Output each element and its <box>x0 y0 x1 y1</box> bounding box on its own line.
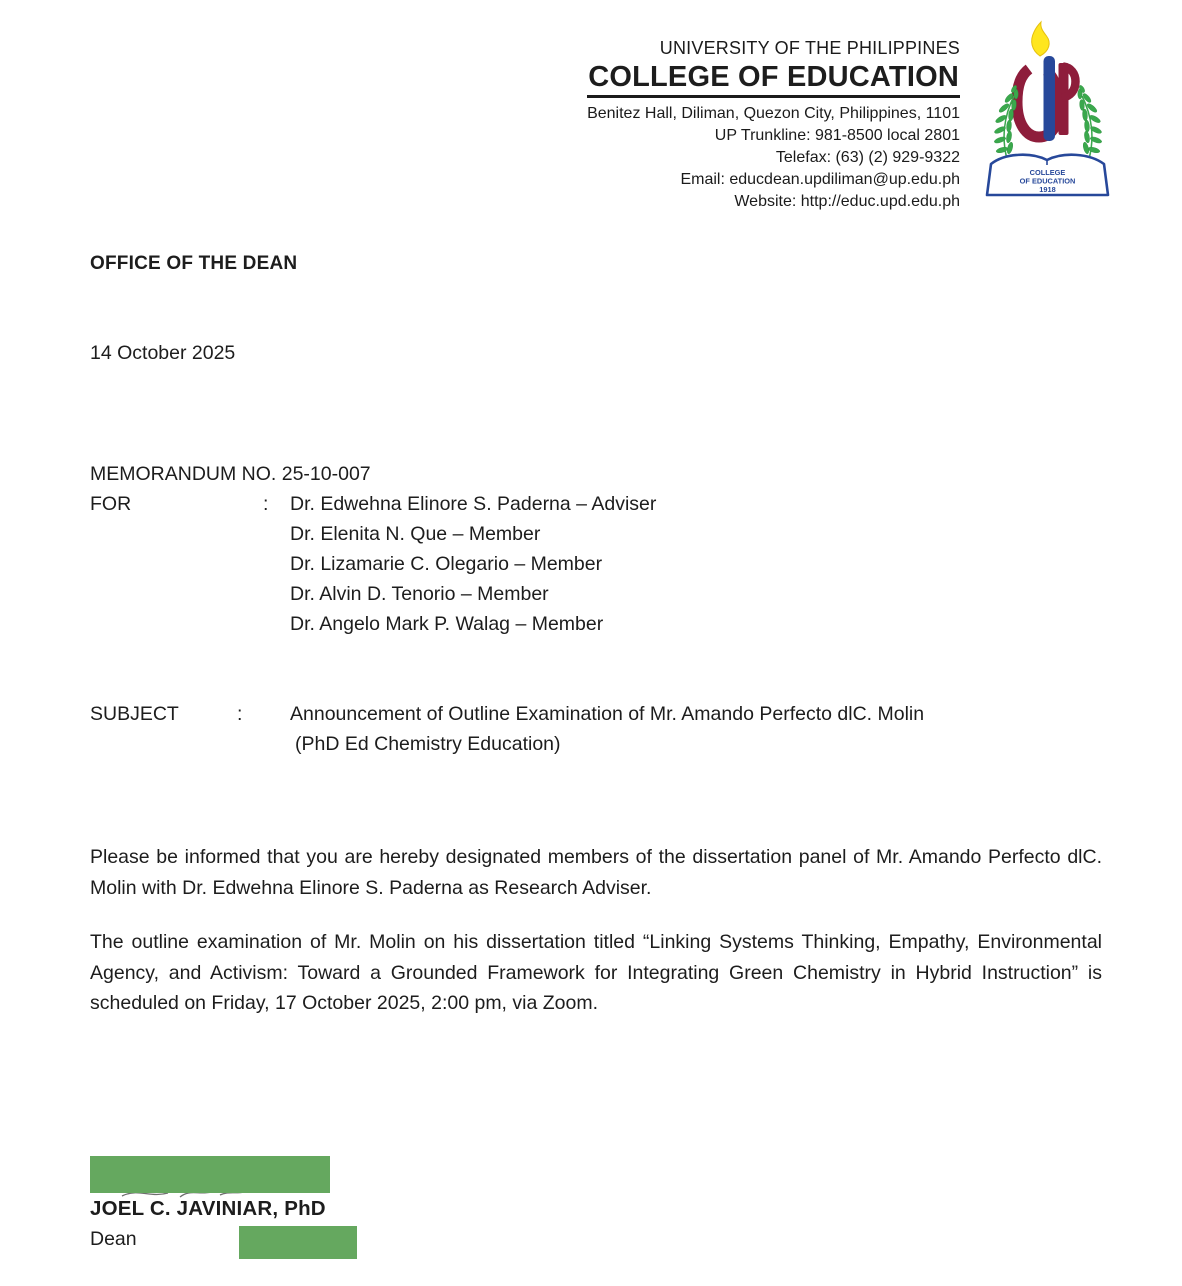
signatory-name: JOEL C. JAVINIAR, PhD <box>90 1197 326 1220</box>
office-title: OFFICE OF THE DEAN <box>90 253 298 274</box>
college-name: COLLEGE OF EDUCATION <box>587 61 960 98</box>
memo-number: MEMORANDUM NO. 25-10-007 <box>90 463 371 485</box>
subject-block <box>90 699 1102 759</box>
date-line: 14 October 2025 <box>90 342 236 364</box>
address-line: Benitez Hall, Diliman, Quezon City, Philippines, 1101 <box>587 105 960 122</box>
for-row <box>90 489 1102 519</box>
book-text-line2: OF EDUCATION <box>1019 176 1076 186</box>
email-line: Email: educdean.updiliman@up.edu.ph <box>680 171 960 188</box>
university-name: UNIVERSITY OF THE PHILIPPINES <box>659 38 960 58</box>
subject-label: SUBJECT <box>90 703 179 725</box>
for-label: FOR <box>90 493 132 515</box>
body-paragraph-2: The outline examination of Mr. Molin on his dissertation titled “Linking Systems Thinking, Empathy, Environmental Agency, and Activism: Toward a Grounded Framework for Integrating Green Chemistry in Hybrid Instruction” is scheduled on Friday, 17 October 2025, 2:00 pm, via Zoom. <box>90 931 1102 1014</box>
college-seal-logo <box>983 18 1113 200</box>
website-line: Website: http://educ.upd.edu.ph <box>734 193 960 210</box>
subject-line-1: Announcement of Outline Examination of Mr. Amando Perfecto dlC. Molin <box>290 703 925 725</box>
recipient-line: Dr. Lizamarie C. Olegario – Member <box>290 553 603 575</box>
letterhead-contact <box>587 103 960 213</box>
letterhead <box>587 38 960 213</box>
laurel-right-icon <box>1078 85 1103 159</box>
subject-colon: : <box>237 703 243 725</box>
title-redaction-block <box>239 1226 357 1259</box>
recipient-line: Dr. Elenita N. Que – Member <box>290 523 541 545</box>
recipient-line: Dr. Alvin D. Tenorio – Member <box>290 583 549 605</box>
recipient-line: Dr. Angelo Mark P. Walag – Member <box>290 613 604 635</box>
up-monogram-i <box>1044 56 1056 141</box>
trunkline-line: UP Trunkline: 981-8500 local 2801 <box>714 127 960 144</box>
for-colon: : <box>263 493 269 515</box>
flame-icon <box>1032 22 1049 56</box>
recipient-line: Dr. Edwehna Elinore S. Paderna – Adviser <box>290 493 657 515</box>
book-text-line3: 1918 <box>1039 185 1056 194</box>
signatory-title: Dean <box>90 1228 137 1250</box>
subject-line-2: (PhD Ed Chemistry Education) <box>295 733 561 755</box>
book-icon <box>987 155 1108 195</box>
telefax-line: Telefax: (63) (2) 929-9322 <box>775 149 960 166</box>
body-paragraph-1: Please be informed that you are hereby designated members of the dissertation panel of Mr. Amando Perfecto dlC. Molin with Dr. Edwehna Elinore S. Paderna as Research Adviser. <box>90 846 1102 899</box>
signature-redaction-block <box>90 1156 330 1193</box>
memo-block <box>90 459 1102 639</box>
book-text-line1: COLLEGE <box>1029 168 1066 177</box>
